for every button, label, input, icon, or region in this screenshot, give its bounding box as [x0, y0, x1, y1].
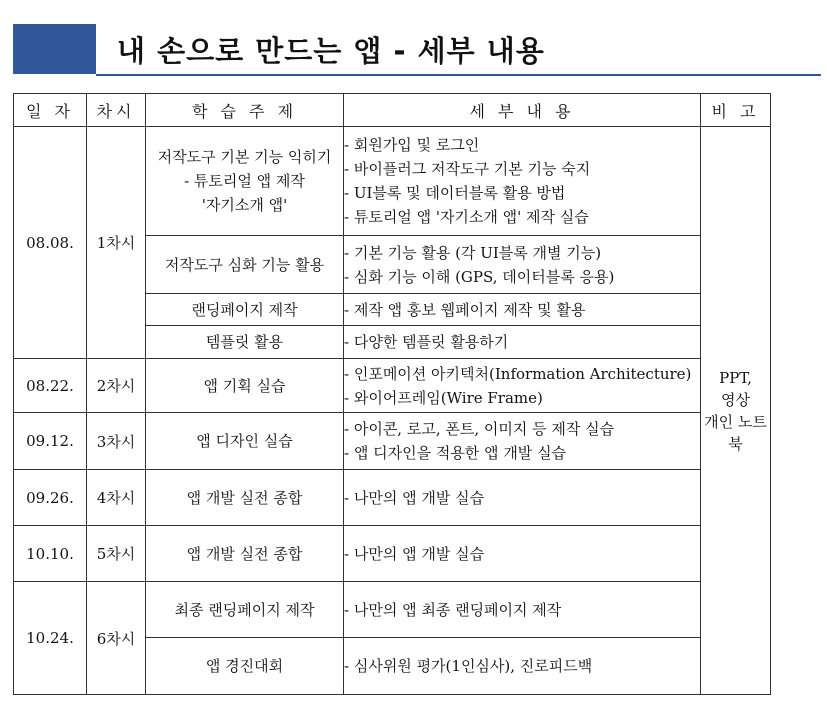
topic-line: 저작도구 기본 기능 익히기	[157, 148, 332, 166]
topic-line: 앱 개발 실전 종합	[186, 544, 303, 563]
topic-cell	[146, 470, 344, 526]
date-cell: 09.26.	[14, 470, 87, 526]
page-header	[13, 24, 821, 76]
topic-cell	[146, 582, 344, 638]
detail-cell	[344, 413, 701, 470]
detail-cell	[344, 127, 701, 236]
session-cell: 2차시	[87, 359, 146, 413]
detail-cell	[344, 236, 701, 294]
date-cell: 10.24.	[14, 582, 87, 695]
detail-line: - 심사위원 평가(1인심사), 진로피드백	[344, 657, 593, 675]
note-cell	[701, 127, 771, 695]
topic-cell	[146, 359, 344, 413]
note-line: PPT,	[719, 368, 752, 387]
session-cell: 5차시	[87, 526, 146, 582]
header-date: 일 자	[14, 94, 87, 127]
page-title: 내 손으로 만드는 앱 - 세부 내용	[117, 34, 545, 68]
table-row	[14, 413, 771, 470]
header-session: 차시	[87, 94, 146, 127]
session-cell: 6차시	[87, 582, 146, 695]
session-cell: 4차시	[87, 470, 146, 526]
detail-line: - UI블록 및 데이터블록 활용 방법	[344, 184, 566, 202]
topic-line: 최종 랜딩페이지 제작	[174, 600, 315, 619]
topic-cell	[146, 127, 344, 236]
topic-cell	[146, 413, 344, 470]
header-accent-block	[13, 24, 96, 74]
detail-line: - 심화 기능 이해 (GPS, 데이터블록 응용)	[344, 267, 615, 286]
header-topic: 학 습 주 제	[146, 94, 344, 127]
topic-line: 템플릿 활용	[205, 333, 284, 351]
detail-line: - 나만의 앱 최종 랜딩페이지 제작	[344, 600, 562, 619]
detail-line: - 기본 기능 활용 (각 UI블록 개별 기능)	[344, 243, 602, 262]
detail-cell	[344, 326, 701, 359]
detail-cell	[344, 638, 701, 695]
schedule-table	[13, 93, 771, 695]
header-details: 세 부 내 용	[344, 94, 701, 127]
topic-line: '자기소개 앱'	[201, 196, 288, 214]
detail-line: - 아이콘, 로고, 폰트, 이미지 등 제작 실습	[344, 420, 615, 438]
topic-line: 앱 기획 실습	[203, 376, 286, 395]
topic-cell	[146, 638, 344, 695]
detail-line: - 나만의 앱 개발 실습	[344, 544, 485, 563]
note-line: 개인 노트북	[704, 412, 767, 453]
topic-line: 앱 디자인 실습	[196, 432, 293, 450]
detail-line: - 튜토리얼 앱 '자기소개 앱' 제작 실습	[344, 208, 589, 226]
detail-line: - 와이어프레임(Wire Frame)	[344, 388, 543, 407]
date-cell: 10.10.	[14, 526, 87, 582]
date-cell: 09.12.	[14, 413, 87, 470]
detail-line: - 앱 디자인을 적용한 앱 개발 실습	[344, 444, 567, 462]
table-row	[14, 359, 771, 413]
header-note: 비 고	[701, 94, 771, 127]
date-cell: 08.08.	[14, 127, 87, 359]
header-underline	[96, 74, 821, 76]
detail-line: - 인포메이션 아키텍처(Information Architecture)	[344, 364, 692, 383]
topic-line: - 튜토리얼 앱 제작	[184, 172, 305, 190]
table-row	[14, 470, 771, 526]
detail-line: - 나만의 앱 개발 실습	[344, 488, 485, 507]
detail-cell	[344, 294, 701, 326]
note-line: 영상	[721, 390, 750, 409]
topic-cell	[146, 294, 344, 326]
topic-cell	[146, 326, 344, 359]
topic-cell	[146, 526, 344, 582]
table-row	[14, 127, 771, 236]
table-header-row	[14, 94, 771, 127]
topic-line: 앱 개발 실전 종합	[186, 488, 303, 507]
detail-line: - 회원가입 및 로그인	[344, 136, 480, 154]
session-cell: 3차시	[87, 413, 146, 470]
session-cell: 1차시	[87, 127, 146, 359]
detail-cell	[344, 582, 701, 638]
detail-cell	[344, 359, 701, 413]
topic-line: 랜딩페이지 제작	[191, 300, 298, 319]
detail-cell	[344, 470, 701, 526]
table-row	[14, 526, 771, 582]
date-cell: 08.22.	[14, 359, 87, 413]
detail-line: - 바이플러그 저작도구 기본 기능 숙지	[344, 160, 591, 178]
topic-line: 앱 경진대회	[205, 657, 284, 675]
table-row	[14, 582, 771, 638]
detail-line: - 제작 앱 홍보 웹페이지 제작 및 활용	[344, 300, 586, 319]
topic-line: 저작도구 심화 기능 활용	[164, 255, 325, 274]
detail-line: - 다양한 템플릿 활용하기	[344, 333, 509, 351]
topic-cell	[146, 236, 344, 294]
detail-cell	[344, 526, 701, 582]
